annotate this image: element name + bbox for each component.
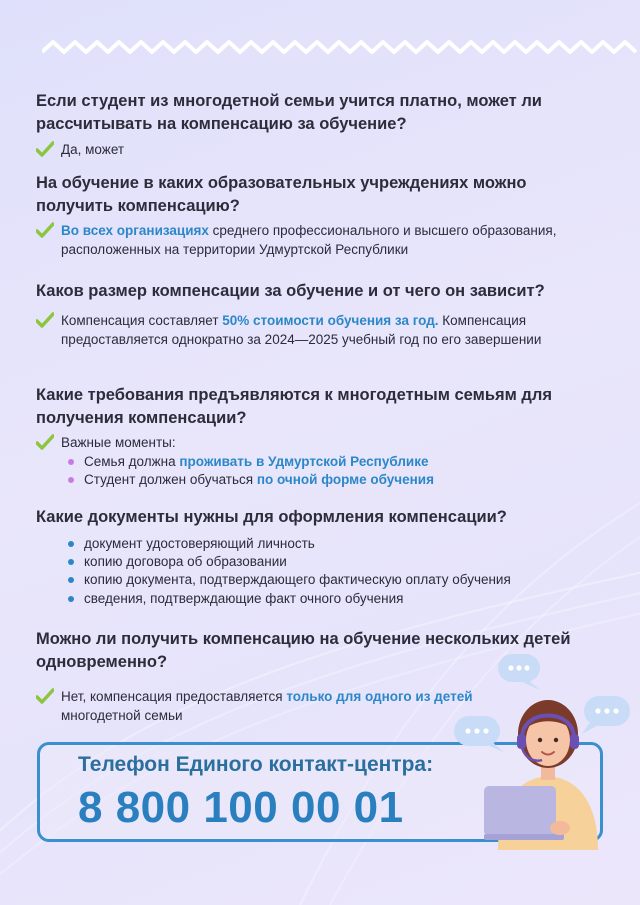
check-icon (36, 434, 54, 450)
answer-4: Важные моменты: (36, 434, 596, 453)
list-item: Семья должна проживать в Удмуртской Республике (68, 453, 428, 472)
answer-6-highlight: только для одного из детей (286, 689, 473, 704)
phone-number[interactable]: 8 800 100 00 01 (78, 783, 404, 832)
question-4: Какие требования предъявляются к многодетным семьям для получения компенсации? (36, 386, 552, 427)
check-icon (36, 312, 54, 328)
answer-2-highlight: Во всех организациях (61, 223, 209, 238)
answer-2: Во всех организациях среднего профессионального и высшего образования, расположенных на территории Удмуртской Республики (36, 222, 596, 259)
list-item: копию документа, подтверждающего фактическую оплату обучения (68, 571, 511, 590)
chat-bubble-icon (498, 654, 540, 690)
support-agent-illustration (450, 650, 640, 850)
question-3: Каков размер компенсации за обучение и от чего он зависит? (36, 282, 545, 300)
check-icon (36, 688, 54, 704)
check-icon (36, 222, 54, 238)
bullet-dot (68, 477, 74, 483)
zigzag-decoration (42, 36, 640, 58)
bullet-dot (68, 541, 74, 547)
chat-bubble-icon (454, 716, 504, 752)
bullet-dot (68, 459, 74, 465)
question-2: На обучение в каких образовательных учреждениях можно получить компенсацию? (36, 174, 527, 215)
bullet-dot (68, 596, 74, 602)
chat-bubble-icon (582, 696, 630, 734)
check-icon (36, 141, 54, 157)
answer-6: Нет, компенсация предоставляется только для одного из детей многодетной семьи (36, 688, 536, 725)
answer-1: Да, может (36, 141, 596, 160)
list-item: Студент должен обучаться по очной форме обучения (68, 471, 434, 490)
question-5: Какие документы нужны для оформления компенсации? (36, 508, 507, 526)
bullet-dot (68, 577, 74, 583)
answer-3: Компенсация составляет 50% стоимости обучения за год. Компенсация предоставляется однократно за 2024—2025 учебный год по его завершении (36, 312, 596, 349)
question-1: Если студент из многодетной семьи учится платно, может ли рассчитывать на компенсацию за обучение? (36, 92, 542, 133)
list-item: копию договора об образовании (68, 553, 287, 572)
question-6: Можно ли получить компенсацию на обучение нескольких детей одновременно? (36, 630, 571, 671)
list-item: документ удостоверяющий личность (68, 535, 315, 554)
bullet-dot (68, 559, 74, 565)
list-item: сведения, подтверждающие факт очного обучения (68, 590, 404, 609)
answer-3-highlight: 50% стоимости обучения за год. (222, 313, 439, 328)
contact-label: Телефон Единого контакт-центра: (78, 753, 434, 776)
